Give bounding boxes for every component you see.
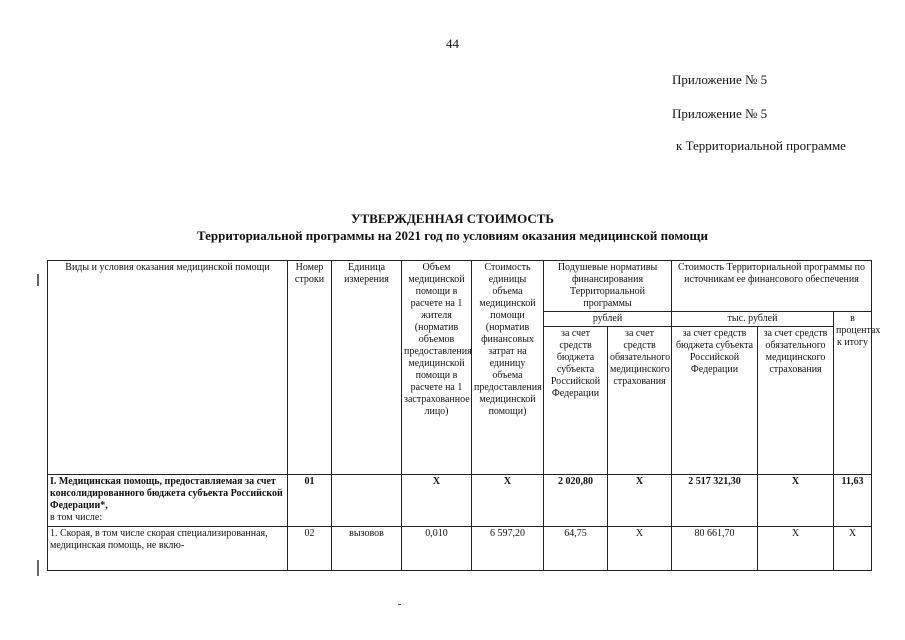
row-name xyxy=(48,475,288,527)
row-pc-oms: X xyxy=(608,527,672,571)
header-cost-percent-label: в xyxy=(850,313,855,324)
row-volume: X xyxy=(402,475,472,527)
table-header-row xyxy=(48,261,872,312)
row-cost-budget: 80 661,70 xyxy=(672,527,758,571)
row-percent: X xyxy=(834,527,872,571)
row-unit xyxy=(332,475,402,527)
header-line-no: Номер строки xyxy=(288,261,332,475)
row-pc-budget: 2 020,80 xyxy=(544,475,608,527)
row-percent: 11,63 xyxy=(834,475,872,527)
header-per-capita-budget: за счет средств бюджета субъекта Российской Федерации xyxy=(544,327,608,475)
header-per-capita-group: Подушевые нормативы финансирования Территориальной программы xyxy=(544,261,672,312)
header-per-capita-oms: за счет средств обязательного медицинского страхования xyxy=(608,327,672,475)
appendix-label: Приложение № 5 xyxy=(672,72,768,87)
header-cost-percent-text: процентах к итогу xyxy=(836,325,881,348)
header-types: Виды и условия оказания медицинской помощи xyxy=(48,261,288,475)
header-cost-oms: за счет средств обязательного медицинского страхования xyxy=(758,327,834,475)
row-name-bold: I. Медицинская помощь, предоставляемая за счет консолидированного бюджета субъекта Российской Федерации*, xyxy=(50,476,283,511)
margin-mark xyxy=(37,560,39,576)
row-name-rest: в том числе: xyxy=(50,512,103,523)
row-unit-cost: 6 597,20 xyxy=(472,527,544,571)
header-cost-group: Стоимость Территориальной программы по источникам ее финансового обеспечения xyxy=(672,261,872,312)
page-number: 44 xyxy=(446,36,459,51)
row-name: 1. Скорая, в том числе скорая специализированная, медицинская помощь, не вклю- xyxy=(48,527,288,571)
appendix-program-reference: к Территориальной программе xyxy=(676,138,846,153)
document-title: УТВЕРЖДЕННАЯ СТОИМОСТЬ xyxy=(350,211,555,226)
header-cost-budget: за счет средств бюджета субъекта Российской Федерации xyxy=(672,327,758,475)
header-volume: Объем медицинской помощи в расчете на 1 жителя (норматив объемов предоставления медицинской помощи в расчете на 1 застрахованное лицо) xyxy=(402,261,472,475)
row-pc-budget: 64,75 xyxy=(544,527,608,571)
header-unit-cost: Стоимость единицы объема медицинской помощи (норматив финансовых затрат на единицу объема предоставления медицинской помощи) xyxy=(472,261,544,475)
row-unit: вызовов xyxy=(332,527,402,571)
header-cost-percent xyxy=(834,312,881,475)
row-unit-cost: X xyxy=(472,475,544,527)
margin-mark xyxy=(37,274,39,286)
row-line-no: 02 xyxy=(288,527,332,571)
row-cost-budget: 2 517 321,30 xyxy=(672,475,758,527)
header-per-capita-unit: рублей xyxy=(544,312,672,327)
document-subtitle: Территориальной программы на 2021 год по условиям оказания медицинской помощи xyxy=(196,228,709,243)
appendix-label-repeat: Приложение № 5 xyxy=(672,106,768,121)
table-row xyxy=(48,475,872,527)
scan-speck xyxy=(398,604,401,605)
row-line-no: 01 xyxy=(288,475,332,527)
row-cost-oms: X xyxy=(758,475,834,527)
row-cost-oms: X xyxy=(758,527,834,571)
header-cost-unit: тыс. рублей xyxy=(672,312,834,327)
table-row xyxy=(48,527,872,571)
cost-table xyxy=(47,260,881,571)
row-pc-oms: X xyxy=(608,475,672,527)
row-volume: 0,010 xyxy=(402,527,472,571)
header-unit: Единица измерения xyxy=(332,261,402,475)
